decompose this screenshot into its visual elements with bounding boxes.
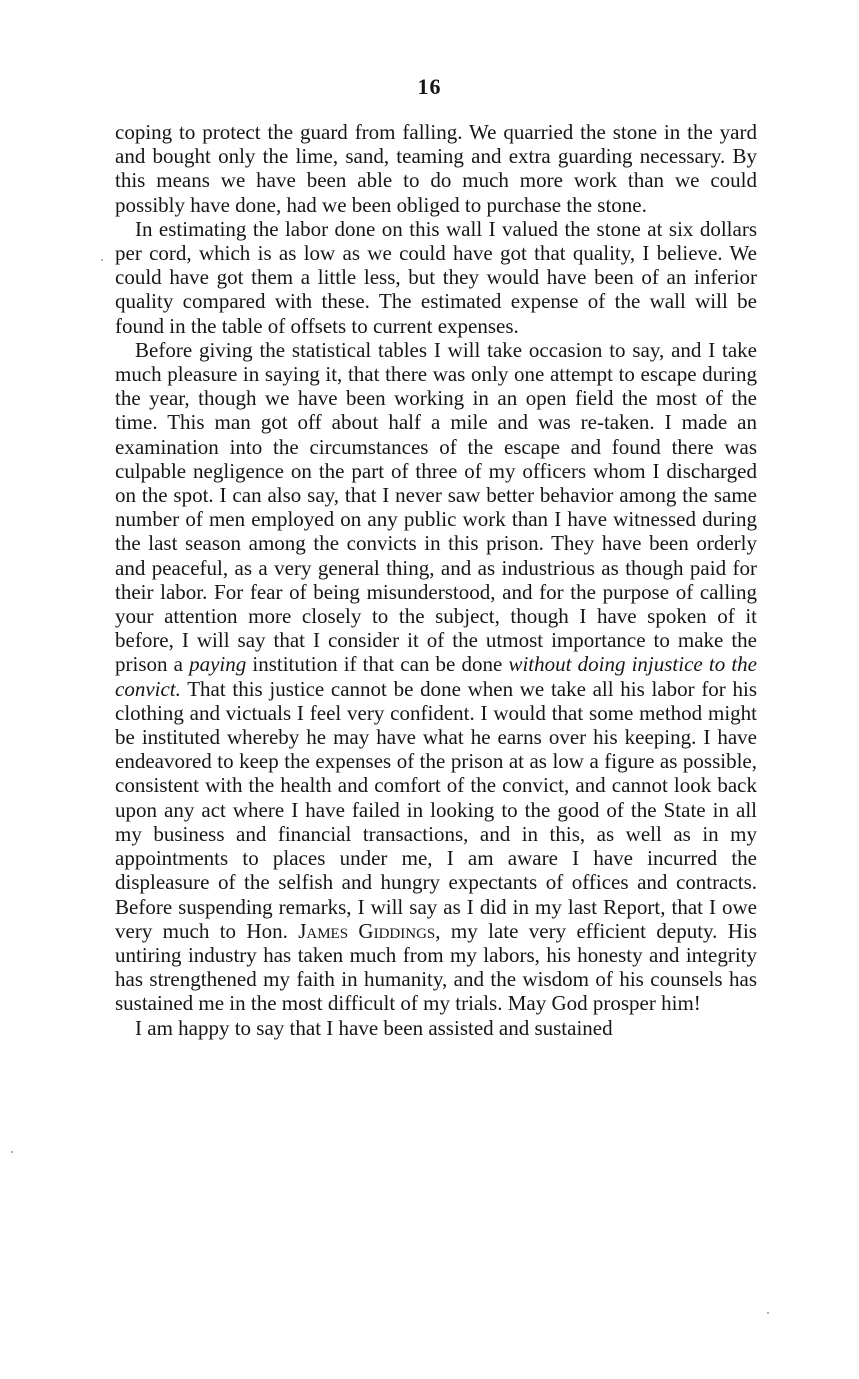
paper-speck: [767, 1312, 769, 1314]
paragraph-conduct-report: [115, 338, 757, 1016]
paper-speck: [101, 259, 103, 261]
paragraph-wall-estimate: In estimating the labor done on this wall I valued the stone at six dollars per cord, which is as low as we could have got that quality, I believe. We could have got them a little less, but they would have been of an inferior quality compared with these. The estimated expense of the wall will be found in the table of offsets to current expenses.: [115, 216, 757, 338]
person-name: James Giddings: [298, 918, 436, 943]
emphasis-paying: paying: [189, 652, 247, 677]
text-run: That this justice cannot be done when we take all his labor for his clothing and victuals I feel very confident. I would that some method might be instituted whereby he may have what he earns over his keeping. I have endeavored to keep the expenses of the prison at as low a figure as possible, consistent with the health and comfort of the convict, and cannot look back upon any act where I have failed in looking to the good of the State in all my business and financial transactions, and in this, as well as in my appointments to places under me, I am aware I have incurred the displeasure of the selfish and hungry expectants of offices and contracts. Before suspending remarks, I will say as I did in my last Report, that I owe very much to Hon.: [115, 676, 757, 943]
body-text: [115, 120, 757, 1040]
paragraph-continuation: coping to protect the guard from falling. We quarried the stone in the yard and bought only the lime, sand, teaming and extra guarding necessary. By this means we have been able to do much more work than we could possibly have done, had we been obliged to purchase the stone.: [115, 120, 757, 217]
emphasis-injustice: without doing injustice to the convict.: [115, 652, 757, 701]
text-run: Before giving the statistical tables I will take occasion to say, and I take much pleasure in saying it, that there was only one attempt to escape during the year, though we have been working in an open field the most of the time. This man got off about half a mile and was re-taken. I made an examination into the circumstances of the escape and found there was culpable negligence on the part of three of my officers whom I discharged on the spot. I can also say, that I never saw better behavior among the same number of men employed on any public work than I have witnessed during the last season among the convicts in this prison. They have been orderly and peaceful, as a very general thing, and as industrious as though paid for their labor. For fear of being misunderstood, and for the purpose of calling your attention more closely to the subject, though I have spoken of it before, I will say that I consider it of the utmost importance to make the prison a: [115, 337, 757, 677]
page-number: 16: [417, 74, 442, 99]
paragraph-closing: I am happy to say that I have been assisted and sustained: [135, 1015, 613, 1040]
text-run: institution if that can be done: [246, 652, 509, 677]
text-run: , my late very efficient deputy. His untiring industry has taken much from my labors, his honesty and integrity has strengthened my faith in humanity, and the wisdom of his counsels has sustained me in the most difficult of my trials. May God prosper him!: [115, 918, 757, 1016]
paper-speck: [11, 1151, 13, 1153]
